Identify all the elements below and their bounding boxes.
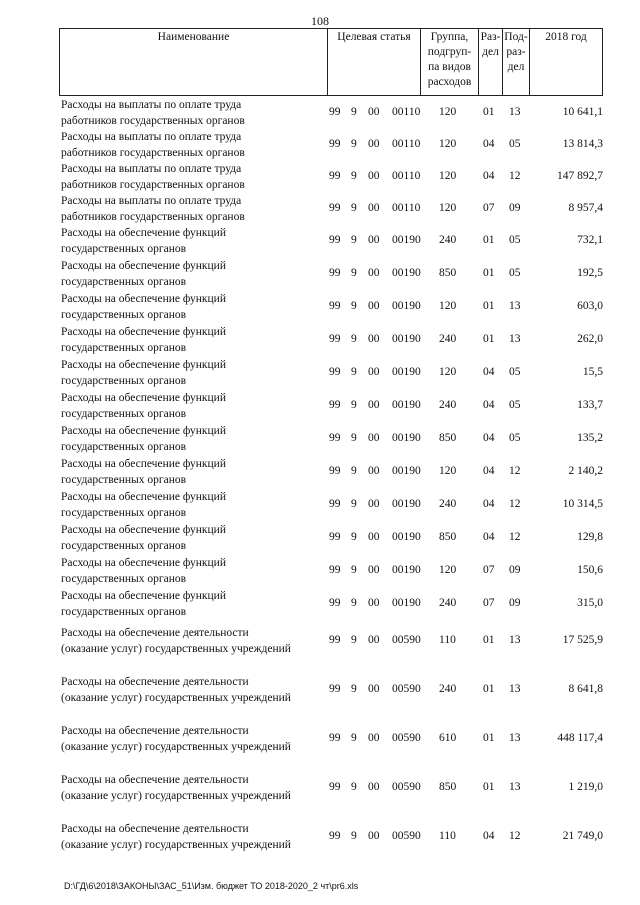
cell-p3: 00	[368, 267, 380, 279]
cell-section: 04	[483, 465, 495, 477]
cell-p3: 00	[368, 531, 380, 543]
row-name-line: Расходы на обеспечение деятельности	[61, 676, 249, 688]
cell-p4: 00190	[392, 300, 421, 312]
row-name-line: государственных органов	[61, 407, 187, 420]
cell-p3: 00	[368, 170, 380, 182]
cell-p3: 00	[368, 597, 380, 609]
row-name-line: Расходы на выплаты по оплате труда	[61, 195, 242, 207]
cell-p4: 00190	[392, 564, 421, 576]
row-name-line: Расходы на обеспечение функций	[61, 458, 226, 470]
row-name	[61, 556, 329, 587]
cell-p4: 00190	[392, 399, 421, 411]
cell-amount: 150,6	[577, 564, 603, 576]
cell-section: 04	[483, 399, 495, 411]
cell-subsection: 12	[509, 830, 521, 842]
file-path-footer: D:\ГД\6\2018\ЗАКОНЫ\ЗАС_51\Изм. бюджет ТО 2018-2020_2 чт\pr6.xls	[64, 881, 359, 891]
cell-p1: 99	[329, 138, 341, 150]
cell-section: 01	[483, 683, 495, 695]
header-section: Раз- дел	[478, 29, 502, 95]
page-number: 108	[311, 14, 329, 28]
row-name	[61, 822, 329, 853]
cell-section: 01	[483, 300, 495, 312]
row-name-line: Расходы на выплаты по оплате труда	[61, 99, 242, 111]
row-name	[61, 130, 329, 161]
row-name-line: (оказание услуг) государственных учреждений	[61, 740, 291, 753]
row-name-line: Расходы на обеспечение функций	[61, 524, 226, 536]
cell-amount: 315,0	[577, 597, 603, 609]
row-name	[61, 457, 329, 488]
row-name	[61, 391, 329, 422]
cell-p4: 00590	[392, 634, 421, 646]
cell-p4: 00190	[392, 597, 421, 609]
cell-amount: 2 140,2	[568, 465, 603, 477]
cell-section: 07	[483, 202, 495, 214]
cell-p1: 99	[329, 830, 341, 842]
cell-p2: 9	[351, 634, 357, 646]
cell-section: 07	[483, 597, 495, 609]
row-name-line: Расходы на обеспечение деятельности	[61, 774, 249, 786]
cell-p1: 99	[329, 399, 341, 411]
cell-subsection: 12	[509, 498, 521, 510]
cell-subsection: 13	[509, 300, 521, 312]
cell-group: 120	[439, 138, 457, 150]
row-name-line: Расходы на выплаты по оплате труда	[61, 163, 242, 175]
cell-p3: 00	[368, 683, 380, 695]
cell-p2: 9	[351, 732, 357, 744]
cell-p4: 00110	[392, 106, 421, 118]
row-name-line: государственных органов	[61, 572, 187, 585]
cell-amount: 192,5	[577, 267, 603, 279]
cell-amount: 135,2	[577, 432, 603, 444]
cell-p3: 00	[368, 830, 380, 842]
cell-p4: 00190	[392, 333, 421, 345]
header-group: Группа, подгруп- па видов расходов	[420, 29, 478, 95]
cell-p1: 99	[329, 106, 341, 118]
row-name-line: Расходы на обеспечение функций	[61, 557, 226, 569]
cell-amount: 732,1	[577, 234, 603, 246]
row-name	[61, 98, 329, 129]
cell-p3: 00	[368, 432, 380, 444]
cell-p2: 9	[351, 399, 357, 411]
row-name-line: (оказание услуг) государственных учреждений	[61, 642, 291, 655]
cell-amount: 8 641,8	[568, 683, 603, 695]
cell-group: 240	[439, 234, 457, 246]
cell-p2: 9	[351, 202, 357, 214]
cell-p3: 00	[368, 732, 380, 744]
header-subsection: Под- раз- дел	[502, 29, 529, 95]
cell-group: 610	[439, 732, 457, 744]
cell-p1: 99	[329, 366, 341, 378]
cell-section: 04	[483, 366, 495, 378]
cell-p1: 99	[329, 732, 341, 744]
cell-group: 240	[439, 683, 457, 695]
cell-group: 240	[439, 498, 457, 510]
cell-p2: 9	[351, 300, 357, 312]
cell-amount: 10 314,5	[562, 498, 603, 510]
cell-p4: 00110	[392, 202, 421, 214]
cell-subsection: 05	[509, 138, 521, 150]
row-name-line: работников государственных органов	[61, 146, 245, 159]
row-name-line: работников государственных органов	[61, 210, 245, 223]
cell-p1: 99	[329, 597, 341, 609]
cell-p3: 00	[368, 399, 380, 411]
cell-p1: 99	[329, 432, 341, 444]
row-name-line: Расходы на обеспечение функций	[61, 491, 226, 503]
cell-group: 240	[439, 597, 457, 609]
cell-section: 07	[483, 564, 495, 576]
cell-group: 120	[439, 465, 457, 477]
cell-p2: 9	[351, 366, 357, 378]
cell-p4: 00590	[392, 732, 421, 744]
cell-amount: 1 219,0	[568, 781, 603, 793]
cell-p4: 00590	[392, 830, 421, 842]
cell-group: 850	[439, 432, 457, 444]
cell-section: 01	[483, 333, 495, 345]
cell-p2: 9	[351, 597, 357, 609]
cell-amount: 15,5	[582, 366, 603, 378]
cell-p4: 00110	[392, 138, 421, 150]
cell-p3: 00	[368, 634, 380, 646]
cell-p1: 99	[329, 564, 341, 576]
cell-amount: 17 525,9	[562, 634, 603, 646]
cell-subsection: 13	[509, 781, 521, 793]
cell-subsection: 09	[509, 597, 521, 609]
cell-amount: 262,0	[577, 333, 603, 345]
cell-p2: 9	[351, 267, 357, 279]
cell-p3: 00	[368, 366, 380, 378]
cell-p2: 9	[351, 564, 357, 576]
cell-p1: 99	[329, 267, 341, 279]
row-name	[61, 226, 329, 257]
cell-group: 120	[439, 300, 457, 312]
cell-p2: 9	[351, 531, 357, 543]
row-name	[61, 194, 329, 225]
cell-section: 01	[483, 732, 495, 744]
cell-p4: 00590	[392, 781, 421, 793]
cell-group: 120	[439, 170, 457, 182]
cell-subsection: 13	[509, 732, 521, 744]
cell-p1: 99	[329, 634, 341, 646]
cell-subsection: 05	[509, 234, 521, 246]
row-name-line: работников государственных органов	[61, 114, 245, 127]
cell-group: 110	[439, 830, 456, 842]
cell-section: 04	[483, 432, 495, 444]
row-name-line: Расходы на обеспечение деятельности	[61, 725, 249, 737]
cell-group: 240	[439, 399, 457, 411]
cell-p2: 9	[351, 333, 357, 345]
cell-subsection: 13	[509, 333, 521, 345]
cell-group: 120	[439, 564, 457, 576]
cell-p3: 00	[368, 498, 380, 510]
cell-p2: 9	[351, 432, 357, 444]
row-name-line: государственных органов	[61, 374, 187, 387]
row-name	[61, 490, 329, 521]
row-name	[61, 724, 329, 755]
cell-p2: 9	[351, 683, 357, 695]
row-name-line: Расходы на обеспечение функций	[61, 590, 226, 602]
row-name-line: государственных органов	[61, 473, 187, 486]
row-name-line: Расходы на обеспечение функций	[61, 359, 226, 371]
cell-p1: 99	[329, 465, 341, 477]
row-name	[61, 162, 329, 193]
cell-p1: 99	[329, 781, 341, 793]
cell-p2: 9	[351, 781, 357, 793]
cell-p1: 99	[329, 202, 341, 214]
cell-group: 850	[439, 531, 457, 543]
cell-subsection: 12	[509, 465, 521, 477]
cell-p4: 00190	[392, 531, 421, 543]
cell-p2: 9	[351, 234, 357, 246]
cell-subsection: 09	[509, 564, 521, 576]
cell-p3: 00	[368, 202, 380, 214]
row-name	[61, 292, 329, 323]
row-name	[61, 675, 329, 706]
cell-p1: 99	[329, 683, 341, 695]
cell-p2: 9	[351, 170, 357, 182]
cell-amount: 8 957,4	[568, 202, 603, 214]
row-name-line: государственных органов	[61, 242, 187, 255]
row-name-line: Расходы на обеспечение деятельности	[61, 823, 249, 835]
cell-subsection: 13	[509, 683, 521, 695]
table-header	[59, 28, 603, 96]
row-name	[61, 523, 329, 554]
cell-p1: 99	[329, 170, 341, 182]
cell-section: 04	[483, 170, 495, 182]
cell-p3: 00	[368, 564, 380, 576]
cell-section: 01	[483, 234, 495, 246]
row-name-line: государственных органов	[61, 308, 187, 321]
cell-p3: 00	[368, 138, 380, 150]
cell-p4: 00590	[392, 683, 421, 695]
header-name: Наименование	[59, 29, 327, 95]
cell-amount: 448 117,4	[557, 732, 603, 744]
cell-group: 850	[439, 781, 457, 793]
cell-subsection: 05	[509, 432, 521, 444]
row-name-line: Расходы на обеспечение функций	[61, 392, 226, 404]
cell-group: 120	[439, 366, 457, 378]
cell-p1: 99	[329, 300, 341, 312]
row-name-line: Расходы на обеспечение функций	[61, 227, 226, 239]
cell-section: 04	[483, 531, 495, 543]
cell-group: 120	[439, 106, 457, 118]
cell-p1: 99	[329, 333, 341, 345]
cell-p2: 9	[351, 138, 357, 150]
cell-p4: 00190	[392, 234, 421, 246]
cell-p2: 9	[351, 106, 357, 118]
row-name	[61, 358, 329, 389]
cell-amount: 13 814,3	[562, 138, 603, 150]
row-name-line: Расходы на обеспечение функций	[61, 326, 226, 338]
cell-amount: 129,8	[577, 531, 603, 543]
cell-amount: 133,7	[577, 399, 603, 411]
cell-p4: 00190	[392, 465, 421, 477]
row-name-line: Расходы на выплаты по оплате труда	[61, 131, 242, 143]
row-name	[61, 589, 329, 620]
cell-p3: 00	[368, 333, 380, 345]
budget-table	[59, 28, 603, 851]
cell-p1: 99	[329, 498, 341, 510]
cell-p4: 00190	[392, 366, 421, 378]
row-name-line: работников государственных органов	[61, 178, 245, 191]
cell-amount: 10 641,1	[562, 106, 603, 118]
row-name	[61, 259, 329, 290]
cell-p1: 99	[329, 234, 341, 246]
row-name-line: Расходы на обеспечение деятельности	[61, 627, 249, 639]
row-name-line: государственных органов	[61, 539, 187, 552]
cell-p3: 00	[368, 465, 380, 477]
cell-p4: 00190	[392, 432, 421, 444]
cell-subsection: 12	[509, 170, 521, 182]
row-name-line: государственных органов	[61, 341, 187, 354]
cell-group: 120	[439, 202, 457, 214]
row-name-line: государственных органов	[61, 275, 187, 288]
row-name-line: Расходы на обеспечение функций	[61, 260, 226, 272]
cell-section: 01	[483, 267, 495, 279]
cell-section: 01	[483, 106, 495, 118]
cell-amount: 147 892,7	[557, 170, 603, 182]
cell-subsection: 05	[509, 399, 521, 411]
cell-p1: 99	[329, 531, 341, 543]
cell-subsection: 09	[509, 202, 521, 214]
cell-p4: 00110	[392, 170, 421, 182]
cell-p2: 9	[351, 830, 357, 842]
row-name	[61, 325, 329, 356]
row-name-line: государственных органов	[61, 440, 187, 453]
cell-group: 110	[439, 634, 456, 646]
cell-p3: 00	[368, 234, 380, 246]
row-name-line: (оказание услуг) государственных учреждений	[61, 691, 291, 704]
row-name-line: государственных органов	[61, 605, 187, 618]
cell-section: 01	[483, 634, 495, 646]
cell-group: 850	[439, 267, 457, 279]
cell-p4: 00190	[392, 498, 421, 510]
cell-subsection: 05	[509, 366, 521, 378]
row-name-line: государственных органов	[61, 506, 187, 519]
cell-section: 04	[483, 138, 495, 150]
cell-group: 240	[439, 333, 457, 345]
cell-amount: 21 749,0	[562, 830, 603, 842]
row-name-line: (оказание услуг) государственных учреждений	[61, 838, 291, 851]
header-target: Целевая статья	[327, 29, 420, 95]
row-name-line: Расходы на обеспечение функций	[61, 425, 226, 437]
cell-p3: 00	[368, 300, 380, 312]
cell-p4: 00190	[392, 267, 421, 279]
row-name	[61, 424, 329, 455]
cell-p3: 00	[368, 106, 380, 118]
cell-subsection: 12	[509, 531, 521, 543]
cell-section: 04	[483, 498, 495, 510]
row-name-line: (оказание услуг) государственных учреждений	[61, 789, 291, 802]
cell-p2: 9	[351, 465, 357, 477]
cell-amount: 603,0	[577, 300, 603, 312]
row-name	[61, 626, 329, 657]
cell-section: 01	[483, 781, 495, 793]
cell-p2: 9	[351, 498, 357, 510]
cell-section: 04	[483, 830, 495, 842]
row-name-line: Расходы на обеспечение функций	[61, 293, 226, 305]
cell-subsection: 13	[509, 634, 521, 646]
header-year: 2018 год	[529, 29, 603, 95]
cell-subsection: 13	[509, 106, 521, 118]
cell-p3: 00	[368, 781, 380, 793]
row-name	[61, 773, 329, 804]
cell-subsection: 05	[509, 267, 521, 279]
